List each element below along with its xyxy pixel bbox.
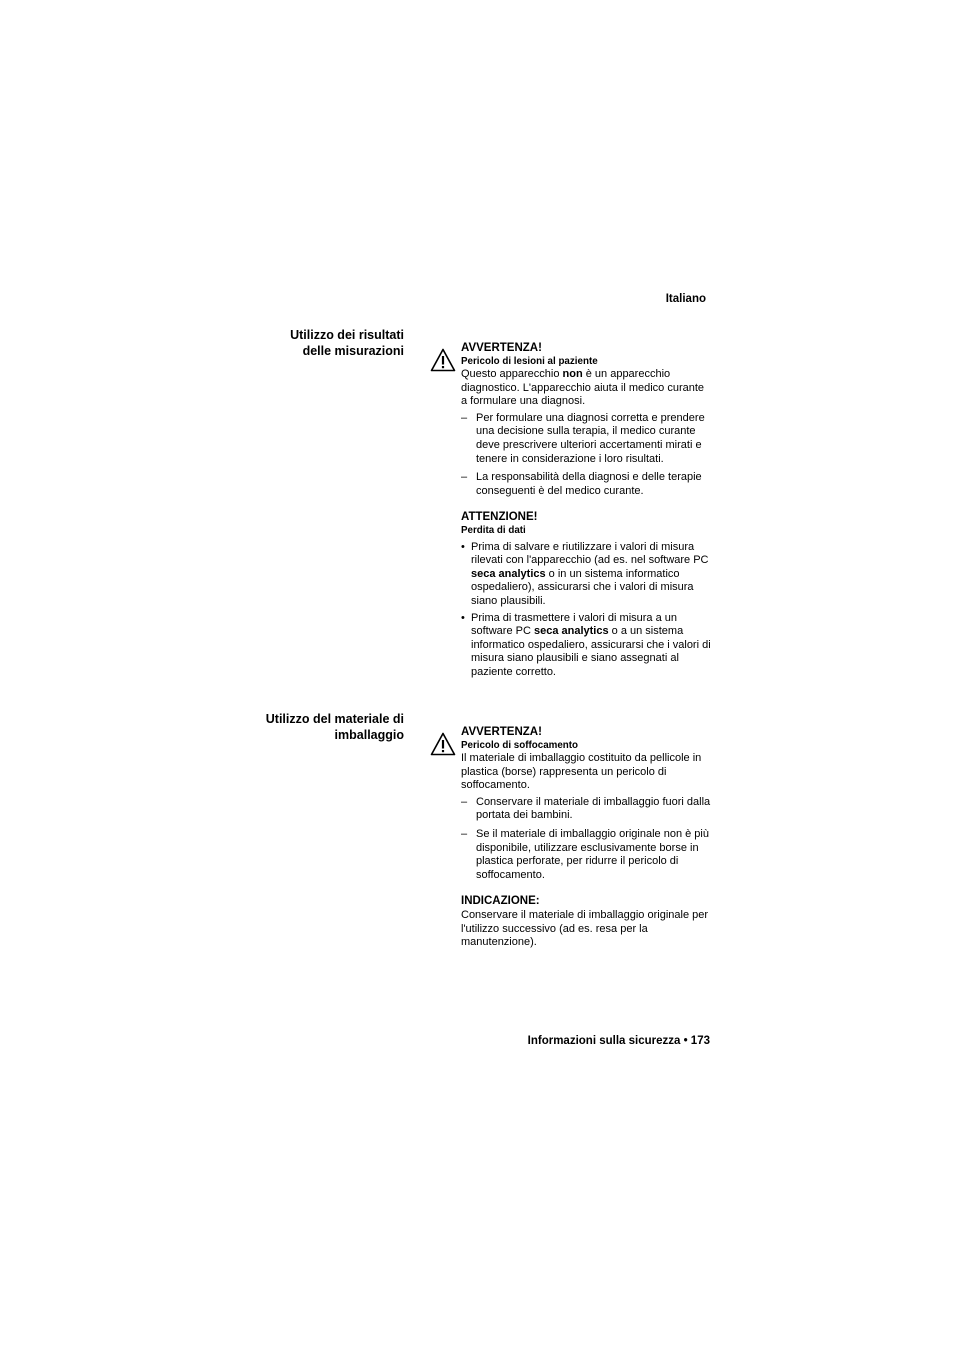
list-item: – Conservare il materiale di imballaggio fuori dalla portata dei bambini. — [461, 796, 711, 823]
section-title-line: Utilizzo dei risultati — [290, 328, 404, 342]
text-run: Questo apparecchio — [461, 368, 563, 381]
warning-intro: Il materiale di imballaggio costituito da pellicole in plastica (borse) rappresenta un pericolo di soffocamento. — [461, 752, 702, 792]
emphasis-text: seca analytics — [533, 625, 609, 638]
warning-list — [461, 796, 711, 883]
section-title-packaging — [230, 711, 404, 743]
warning-list — [461, 412, 711, 499]
list-item — [461, 612, 711, 680]
warning-triangle-icon — [430, 732, 456, 756]
text-run: Prima di salvare e riutilizzare i valori di misura rilevati con l'apparecchio (ad es. nel software PC — [471, 540, 709, 567]
section1-content — [461, 342, 711, 682]
note-heading: INDICAZIONE: — [461, 895, 540, 908]
section-title-line: imballaggio — [334, 728, 404, 742]
section-title-line: delle misurazioni — [302, 344, 404, 358]
warning-heading: AVVERTENZA! — [461, 342, 542, 354]
warning-subheading: Pericolo di lesioni al paziente — [461, 355, 598, 367]
text-run: è un apparecchio diagnostico. L'apparecchio aiuta il medico curante a formulare una diagnosi. — [461, 368, 705, 408]
warning-intro — [461, 368, 711, 409]
list-item: – La responsabilità della diagnosi e delle terapie conseguenti è del medico curante. — [461, 471, 711, 498]
emphasis-text: non — [562, 368, 583, 381]
text-run: Prima di trasmettere i valori di misura a un software PC — [471, 611, 678, 638]
list-item — [461, 541, 711, 609]
warning-triangle-icon — [430, 348, 456, 372]
section-title-measurement-results — [230, 327, 404, 359]
caution-heading: ATTENZIONE! — [461, 511, 538, 524]
caution-list — [461, 541, 711, 680]
section2-content — [461, 726, 711, 950]
language-label: Italiano — [665, 293, 706, 305]
note-text: Conservare il materiale di imballaggio originale per l'utilizzo successivo (ad es. resa per la manutenzione). — [461, 909, 709, 949]
section-title-line: Utilizzo del materiale di — [265, 712, 404, 726]
warning-subheading: Pericolo di soffocamento — [461, 739, 579, 751]
emphasis-text: seca analytics — [471, 567, 546, 580]
caution-subheading: Perdita di dati — [461, 525, 526, 537]
warning-heading: AVVERTENZA! — [461, 726, 542, 738]
list-item: – Per formulare una diagnosi corretta e prendere una decisione sulla terapia, il medico curante deve prescrivere ulteriori accertamenti mirati e tenere in considerazione i loro risultati. — [461, 412, 711, 466]
list-item: – Se il materiale di imballaggio originale non è più disponibile, utilizzare esclusivamente borse in plastica perforate, per ridurre il pericolo di soffocamento. — [461, 828, 711, 882]
text-run: o a un sistema informatico ospedaliero, assicurarsi che i valori di misura siano plausibili e siano assegnati al paziente corretto. — [471, 625, 711, 678]
page-footer: Informazioni sulla sicurezza • 173 — [527, 1035, 710, 1047]
text-run: o in un sistema informatico ospedaliero), assicurarsi che i valori di misura siano plausibili. — [471, 567, 694, 607]
